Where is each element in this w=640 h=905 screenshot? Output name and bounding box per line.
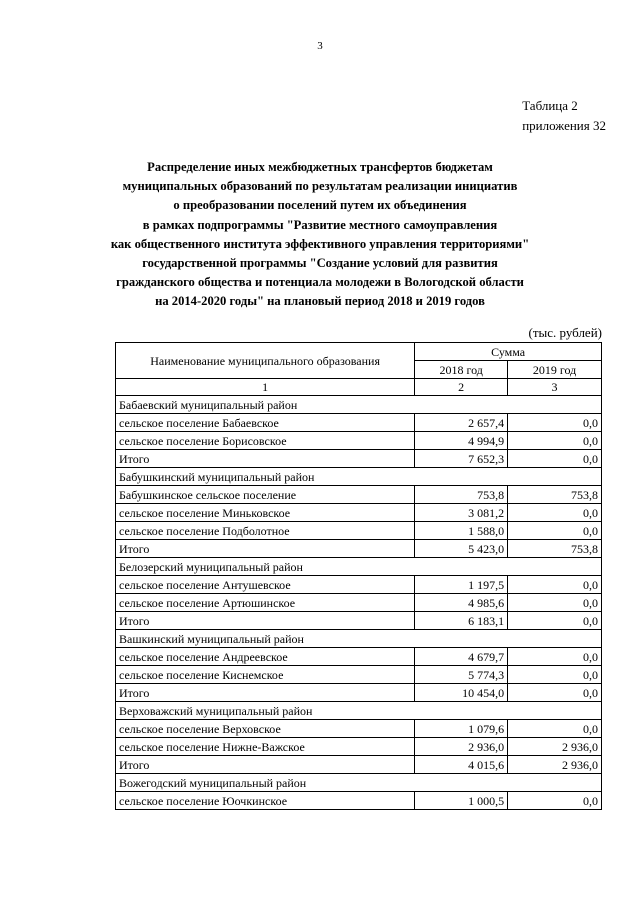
title-line: муниципальных образований по результатам реализации инициатив (122, 179, 518, 194)
column-number-3: 3 (508, 379, 602, 396)
table-ref-line1: Таблица 2 (522, 98, 578, 113)
district-row (116, 468, 602, 486)
table-row (116, 666, 602, 684)
district-row (116, 558, 602, 576)
table-row (116, 738, 602, 756)
title-line: гражданского общества и потенциала молодежи в Вологодской области (116, 275, 524, 290)
amount-2018: 4 994,9 (415, 432, 508, 450)
district-name: Вожегодский муниципальный район (116, 774, 602, 792)
total-label: Итого (116, 450, 415, 468)
district-row (116, 396, 602, 414)
title-line: государственной программы "Создание условий для развития (142, 256, 498, 271)
amount-2019: 0,0 (508, 576, 602, 594)
header-sum: Сумма (415, 343, 602, 361)
table-row (116, 432, 602, 450)
amount-2018: 4 015,6 (415, 756, 508, 774)
title-line: в рамках подпрограммы "Развитие местного самоуправления (142, 217, 498, 232)
amount-2019: 2 936,0 (508, 756, 602, 774)
amount-2019: 2 936,0 (508, 738, 602, 756)
amount-2019: 753,8 (508, 486, 602, 504)
table-row (116, 576, 602, 594)
table-row (116, 648, 602, 666)
table-row (116, 486, 602, 504)
settlement-name: сельское поселение Андреевское (116, 648, 415, 666)
amount-2019: 0,0 (508, 792, 602, 810)
header-municipality-name: Наименование муниципального образования (116, 343, 415, 379)
amount-2018: 4 679,7 (415, 648, 508, 666)
amount-2018: 7 652,3 (415, 450, 508, 468)
total-row (116, 540, 602, 558)
amount-2019: 0,0 (508, 522, 602, 540)
total-row (116, 756, 602, 774)
amount-2019: 0,0 (508, 666, 602, 684)
settlement-name: сельское поселение Миньковское (116, 504, 415, 522)
amount-2018: 4 985,6 (415, 594, 508, 612)
settlement-name: сельское поселение Подболотное (116, 522, 415, 540)
table-row (116, 594, 602, 612)
total-row (116, 612, 602, 630)
title-line: как общественного института эффективного управления территориями" (110, 236, 530, 251)
amount-2018: 3 081,2 (415, 504, 508, 522)
header-year-2018: 2018 год (415, 361, 508, 379)
district-row (116, 774, 602, 792)
amount-2019: 0,0 (508, 684, 602, 702)
column-number-1: 1 (116, 379, 415, 396)
settlement-name: сельское поселение Артюшинское (116, 594, 415, 612)
amount-2018: 6 183,1 (415, 612, 508, 630)
total-label: Итого (116, 684, 415, 702)
table-row (116, 414, 602, 432)
total-label: Итого (116, 612, 415, 630)
amount-2019: 0,0 (508, 414, 602, 432)
amount-2018: 10 454,0 (415, 684, 508, 702)
table-row (116, 504, 602, 522)
header-year-2019: 2019 год (508, 361, 602, 379)
amount-2019: 0,0 (508, 612, 602, 630)
amount-2019: 0,0 (508, 648, 602, 666)
amount-2018: 5 423,0 (415, 540, 508, 558)
table-row (116, 522, 602, 540)
total-label: Итого (116, 540, 415, 558)
settlement-name: сельское поселение Верховское (116, 720, 415, 738)
district-name: Верховажский муниципальный район (116, 702, 602, 720)
table-ref-line2: приложения 32 (522, 118, 606, 133)
amount-2018: 753,8 (415, 486, 508, 504)
title-line: Распределение иных межбюджетных трансфертов бюджетам (147, 160, 493, 174)
settlement-name: сельское поселение Борисовское (116, 432, 415, 450)
amount-2018: 2 657,4 (415, 414, 508, 432)
district-name: Вашкинский муниципальный район (116, 630, 602, 648)
title-line: на 2014-2020 годы" на плановый период 2018 и 2019 годов (155, 294, 485, 309)
units-label: (тыс. рублей) (528, 325, 602, 340)
settlement-name: сельское поселение Антушевское (116, 576, 415, 594)
amount-2018: 1 197,5 (415, 576, 508, 594)
settlement-name: сельское поселение Киснемское (116, 666, 415, 684)
district-name: Бабаевский муниципальный район (116, 396, 602, 414)
title-line: о преобразовании поселений путем их объединения (173, 198, 467, 213)
amount-2018: 5 774,3 (415, 666, 508, 684)
table-reference (522, 96, 606, 136)
total-label: Итого (116, 756, 415, 774)
amount-2019: 0,0 (508, 594, 602, 612)
table-row (116, 720, 602, 738)
amount-2019: 753,8 (508, 540, 602, 558)
settlement-name: Бабушкинское сельское поселение (116, 486, 415, 504)
amount-2019: 0,0 (508, 432, 602, 450)
amount-2018: 1 588,0 (415, 522, 508, 540)
amount-2018: 1 079,6 (415, 720, 508, 738)
total-row (116, 450, 602, 468)
amount-2018: 2 936,0 (415, 738, 508, 756)
district-row (116, 702, 602, 720)
district-row (116, 630, 602, 648)
column-number-2: 2 (415, 379, 508, 396)
page-number: 3 (317, 40, 323, 52)
table-row (116, 792, 602, 810)
amount-2019: 0,0 (508, 450, 602, 468)
amount-2019: 0,0 (508, 504, 602, 522)
table-body (116, 396, 602, 810)
document-title (80, 158, 560, 312)
amount-2018: 1 000,5 (415, 792, 508, 810)
transfers-table (115, 342, 602, 810)
amount-2019: 0,0 (508, 720, 602, 738)
settlement-name: сельское поселение Нижне-Важское (116, 738, 415, 756)
settlement-name: сельское поселение Бабаевское (116, 414, 415, 432)
settlement-name: сельское поселение Юочкинское (116, 792, 415, 810)
total-row (116, 684, 602, 702)
district-name: Бабушкинский муниципальный район (116, 468, 602, 486)
district-name: Белозерский муниципальный район (116, 558, 602, 576)
